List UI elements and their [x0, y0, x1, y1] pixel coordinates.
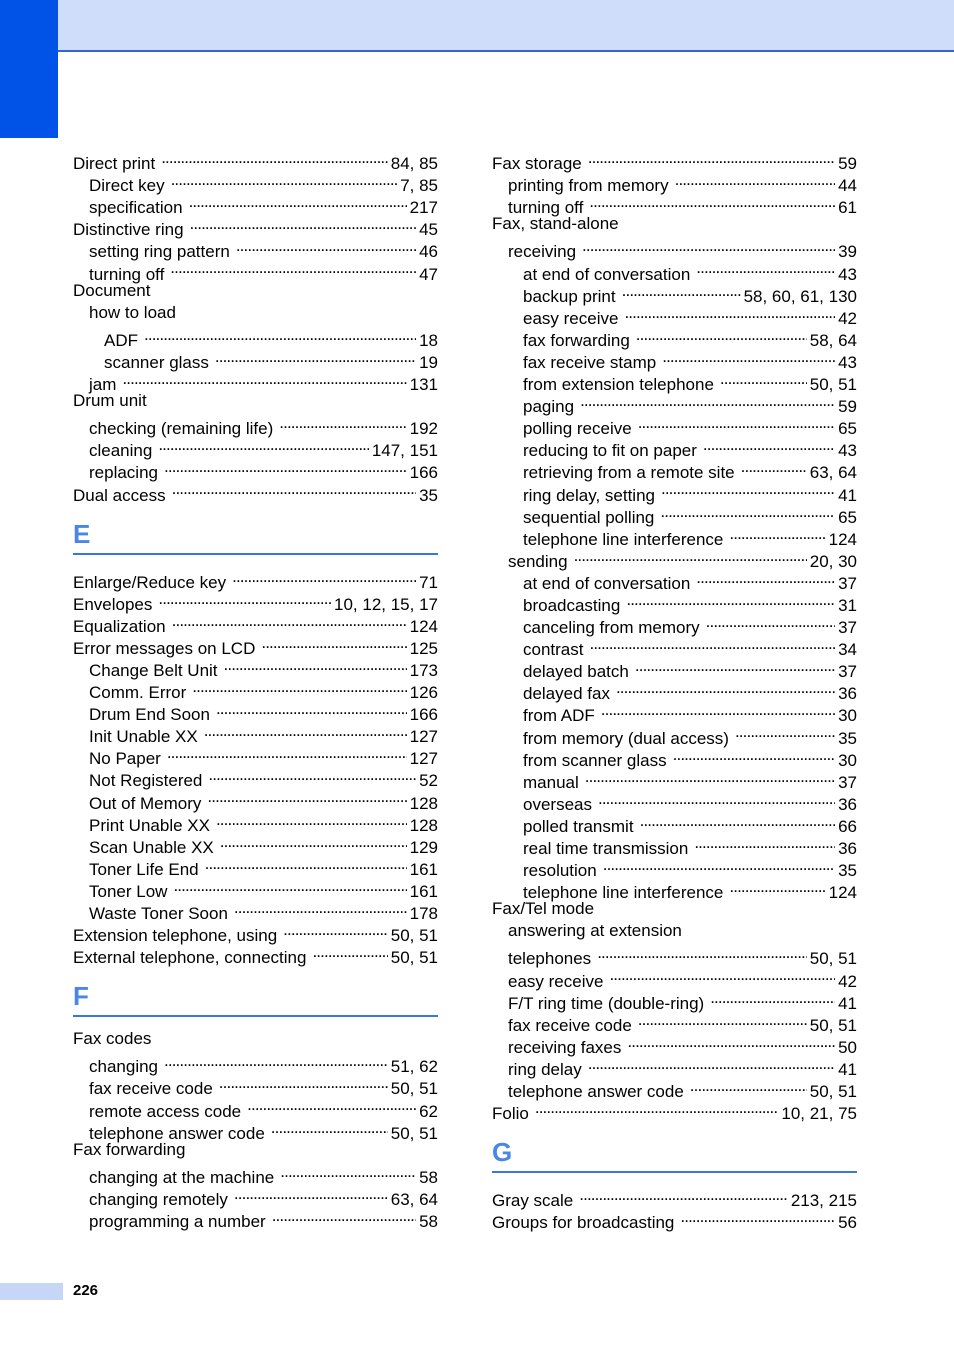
page-reference[interactable]: 30 — [838, 706, 857, 726]
page-reference[interactable]: 84, 85 — [390, 154, 438, 174]
dot-leader — [660, 501, 835, 523]
page-reference[interactable]: 59 — [838, 397, 857, 417]
index-term: telephones — [508, 949, 592, 969]
page-reference[interactable]: 58 — [419, 1167, 438, 1187]
dot-leader — [204, 720, 407, 742]
dot-leader — [638, 1009, 807, 1031]
dot-leader — [219, 1072, 388, 1094]
page-reference[interactable]: 51, 62 — [390, 1057, 438, 1077]
chapter-tab — [0, 0, 58, 138]
dot-leader — [603, 854, 835, 876]
dot-leader — [158, 434, 368, 456]
page-reference[interactable]: 58, 64 — [809, 330, 857, 350]
dot-leader — [579, 1184, 788, 1206]
dot-leader — [673, 744, 835, 766]
dot-leader — [580, 390, 835, 412]
page-reference[interactable]: 126 — [409, 683, 438, 703]
index-term: Init Unable XX — [89, 727, 198, 747]
page-number: 226 — [73, 1282, 99, 1299]
page-reference[interactable]: 18 — [419, 330, 438, 350]
page-reference[interactable]: 42 — [838, 971, 857, 991]
dot-leader — [627, 1031, 835, 1053]
page-reference[interactable]: 10, 12, 15, 17 — [334, 594, 438, 614]
index-term: Out of Memory — [89, 793, 202, 813]
dot-leader — [624, 302, 835, 324]
dot-leader — [598, 788, 835, 810]
index-term: External telephone, connecting — [73, 948, 307, 968]
page-reference[interactable]: 50, 51 — [390, 1079, 438, 1099]
page-reference[interactable]: 50, 51 — [390, 948, 438, 968]
page-reference[interactable]: 36 — [838, 839, 857, 858]
page-reference[interactable]: 10, 21, 75 — [781, 1104, 857, 1124]
dot-leader — [640, 810, 836, 832]
index-entry — [73, 324, 438, 350]
index-term: overseas — [523, 794, 592, 814]
dot-leader — [585, 766, 835, 788]
dot-leader — [588, 1053, 835, 1075]
page-reference[interactable]: 178 — [409, 904, 438, 923]
section-header — [492, 1131, 857, 1173]
index-entry — [492, 213, 857, 235]
page-reference[interactable]: 59 — [838, 154, 857, 174]
index-term: at end of conversation — [523, 264, 691, 284]
index-entry — [73, 1161, 438, 1187]
page-reference[interactable]: 58, 60, 61, 130 — [743, 286, 857, 306]
dot-leader — [720, 368, 807, 390]
index-term: canceling from memory — [523, 618, 700, 638]
index-term: Groups for broadcasting — [492, 1213, 675, 1233]
index-term: fax forwarding — [523, 330, 630, 350]
index-term: ADF — [104, 330, 138, 350]
page-reference[interactable]: 173 — [409, 660, 438, 680]
index-entry — [73, 280, 438, 302]
dot-leader — [167, 742, 407, 764]
index-term: Distinctive ring — [73, 220, 184, 240]
dot-leader — [234, 897, 407, 919]
page-reference[interactable]: 36 — [838, 794, 857, 814]
page-reference[interactable]: 62 — [419, 1101, 438, 1121]
index-term: easy receive — [508, 971, 604, 991]
page-reference[interactable]: 46 — [419, 242, 438, 262]
page-reference[interactable]: 50 — [838, 1037, 857, 1057]
dot-leader — [164, 456, 407, 478]
index-term: telephone line interference — [523, 529, 724, 549]
page-reference[interactable]: 45 — [419, 220, 438, 240]
dot-leader — [158, 588, 331, 610]
dot-leader — [616, 677, 835, 699]
page-reference[interactable]: 66 — [838, 816, 857, 836]
index-term: Error messages on LCD — [73, 638, 256, 658]
page-reference[interactable]: 217 — [409, 198, 438, 218]
dot-leader — [236, 235, 416, 257]
index-term: telephone answer code — [508, 1082, 684, 1102]
dot-leader — [597, 942, 807, 964]
page-reference[interactable]: 35 — [838, 861, 857, 881]
index-term: fax receive code — [89, 1079, 213, 1099]
index-term: turning off — [89, 264, 165, 284]
dot-leader — [582, 235, 835, 257]
index-term: polled transmit — [523, 816, 634, 836]
page-reference[interactable]: 128 — [409, 815, 438, 835]
dot-leader — [207, 786, 406, 808]
index-entry — [73, 1050, 438, 1077]
dot-leader — [172, 610, 407, 632]
page-reference[interactable]: 41 — [838, 1059, 857, 1079]
page-reference[interactable]: 127 — [409, 727, 438, 747]
index-term: Fax, stand-alone — [492, 214, 619, 234]
index-term: fax receive code — [508, 1015, 632, 1035]
page-reference[interactable]: 127 — [409, 749, 438, 769]
dot-leader — [271, 1117, 388, 1139]
page-reference[interactable]: 65 — [838, 419, 857, 439]
index-entry — [492, 920, 857, 942]
dot-leader — [171, 169, 398, 191]
index-term: polling receive — [523, 419, 632, 439]
page-reference[interactable]: 30 — [838, 750, 857, 770]
index-term: Enlarge/Reduce key — [73, 572, 227, 592]
page-reference[interactable]: 124 — [409, 616, 438, 636]
section-header — [73, 975, 438, 1017]
page-reference[interactable]: 61 — [838, 198, 857, 218]
dot-leader — [729, 523, 825, 545]
index-term: Toner Life End — [89, 859, 199, 879]
dot-leader — [280, 1161, 416, 1183]
page-reference[interactable]: 131 — [409, 375, 438, 395]
index-term: Not Registered — [89, 771, 203, 791]
page-reference[interactable]: 34 — [838, 640, 857, 660]
index-column-right — [492, 147, 857, 1233]
page-reference[interactable]: 44 — [838, 176, 857, 196]
dot-leader — [161, 147, 388, 169]
index-term: Scan Unable XX — [89, 837, 214, 857]
index-entry — [73, 147, 438, 174]
index-term: at end of conversation — [523, 573, 691, 593]
dot-leader — [694, 832, 835, 854]
index-term: specification — [89, 198, 183, 218]
dot-leader — [190, 213, 417, 235]
index-term: Folio — [492, 1104, 529, 1124]
index-term: Equalization — [73, 616, 166, 636]
dot-leader — [635, 655, 835, 677]
index-term: how to load — [89, 302, 176, 322]
page-reference[interactable]: 43 — [838, 352, 857, 372]
index-term: fax receive stamp — [523, 352, 657, 372]
index-term: Fax codes — [73, 1029, 152, 1049]
dot-leader — [626, 589, 835, 611]
dot-leader — [220, 831, 407, 853]
dot-leader — [589, 191, 835, 213]
index-entry — [73, 412, 438, 439]
dot-leader — [661, 478, 835, 500]
dot-leader — [601, 699, 835, 721]
dot-leader — [696, 567, 835, 589]
index-term: replacing — [89, 463, 158, 483]
index-term: printing from memory — [508, 176, 669, 196]
index-term: programming a number — [89, 1212, 266, 1232]
index-term: easy receive — [523, 308, 619, 328]
index-entry — [73, 1028, 438, 1050]
index-term: changing — [89, 1057, 159, 1077]
index-term: Fax forwarding — [73, 1139, 186, 1159]
index-term: Direct print — [73, 154, 156, 174]
index-term: No Paper — [89, 749, 161, 769]
dot-leader — [122, 368, 406, 390]
dot-leader — [609, 964, 835, 986]
page-reference[interactable]: 19 — [419, 352, 438, 372]
index-term: answering at extension — [508, 921, 682, 941]
index-term: Dual access — [73, 485, 166, 505]
page-reference[interactable]: 52 — [419, 771, 438, 791]
dot-leader — [662, 346, 835, 368]
index-entry — [492, 1097, 857, 1124]
dot-leader — [232, 566, 416, 588]
page-reference[interactable]: 147, 151 — [371, 441, 438, 461]
page-reference[interactable]: 31 — [838, 595, 857, 615]
index-term: sequential polling — [523, 507, 655, 527]
index-term: ring delay — [508, 1059, 582, 1079]
dot-leader — [589, 633, 835, 655]
dot-leader — [234, 1183, 388, 1205]
dot-leader — [735, 721, 835, 743]
index-term: telephone answer code — [89, 1123, 265, 1143]
index-term: remote access code — [89, 1101, 242, 1121]
dot-leader — [272, 1205, 416, 1227]
page-reference[interactable]: 50, 51 — [809, 1082, 857, 1102]
dot-leader — [261, 632, 406, 654]
index-entry — [73, 390, 438, 412]
dot-leader — [696, 257, 835, 279]
page-reference[interactable]: 50, 51 — [809, 375, 857, 395]
index-entry — [492, 235, 857, 262]
index-term: Drum End Soon — [89, 705, 210, 725]
dot-leader — [675, 169, 835, 191]
index-term: Waste Toner Soon — [89, 904, 228, 923]
page-reference[interactable]: 124 — [828, 529, 857, 549]
page-reference[interactable]: 166 — [409, 705, 438, 725]
page-reference[interactable]: 63, 64 — [809, 463, 857, 483]
index-term: F/T ring time (double-ring) — [508, 993, 705, 1013]
index-entry — [492, 942, 857, 969]
page-reference[interactable]: 35 — [419, 485, 438, 505]
index-term: Comm. Error — [89, 683, 187, 703]
index-term: sending — [508, 551, 568, 571]
page-reference[interactable]: 192 — [409, 419, 438, 439]
index-term: Toner Low — [89, 881, 168, 901]
page-reference[interactable]: 56 — [838, 1213, 857, 1233]
index-term: manual — [523, 772, 579, 792]
dot-leader — [247, 1094, 416, 1116]
index-entry — [73, 368, 438, 395]
dot-leader — [224, 654, 407, 676]
index-term: Fax storage — [492, 154, 582, 174]
dot-leader — [312, 941, 387, 963]
page-reference[interactable]: 161 — [409, 881, 438, 901]
index-term: telephone line interference — [523, 883, 724, 903]
index-term: contrast — [523, 640, 584, 660]
index-term: backup print — [523, 286, 616, 306]
page-reference[interactable]: 20, 30 — [809, 551, 857, 571]
page-reference[interactable]: 58 — [419, 1212, 438, 1232]
section-header — [73, 513, 438, 555]
dot-leader — [636, 324, 807, 346]
index-term: changing at the machine — [89, 1167, 275, 1187]
section-letter: F — [73, 981, 89, 1012]
page-reference[interactable]: 71 — [419, 572, 438, 592]
index-term: turning off — [508, 198, 584, 218]
index-term: ring delay, setting — [523, 485, 655, 505]
footer-tab — [0, 1283, 63, 1300]
dot-leader — [279, 412, 406, 434]
index-term: Gray scale — [492, 1191, 574, 1211]
page-reference[interactable]: 161 — [409, 859, 438, 879]
dot-leader — [622, 280, 741, 302]
page-reference[interactable]: 43 — [838, 264, 857, 284]
index-entry — [492, 147, 857, 174]
page-reference[interactable]: 65 — [838, 507, 857, 527]
page-reference[interactable]: 129 — [409, 837, 438, 857]
dot-leader — [172, 478, 416, 500]
dot-leader — [205, 853, 407, 875]
index-term: cleaning — [89, 441, 153, 461]
page-reference[interactable]: 42 — [838, 308, 857, 328]
index-column-left — [73, 147, 438, 1232]
dot-leader — [283, 919, 388, 941]
index-term: Fax/Tel mode — [492, 899, 595, 919]
index-entry — [492, 1184, 857, 1211]
page-reference[interactable]: 125 — [409, 638, 438, 658]
header-band — [0, 0, 954, 52]
dot-leader — [144, 324, 416, 346]
dot-leader — [706, 611, 835, 633]
page-reference[interactable]: 213, 215 — [790, 1191, 857, 1211]
index-term: from memory (dual access) — [523, 728, 729, 748]
page-reference[interactable]: 39 — [838, 242, 857, 262]
index-entry — [73, 566, 438, 592]
index-term: resolution — [523, 861, 597, 881]
dot-leader — [535, 1097, 779, 1119]
page-reference[interactable]: 50, 51 — [809, 949, 857, 969]
index-term: broadcasting — [523, 595, 621, 615]
dot-leader — [680, 1206, 835, 1228]
index-term: scanner glass — [104, 352, 209, 372]
index-term: Direct key — [89, 176, 165, 196]
dot-leader — [216, 809, 407, 831]
index-term: delayed fax — [523, 684, 610, 704]
page-reference[interactable]: 47 — [419, 264, 438, 284]
page-reference[interactable]: 7, 85 — [400, 176, 438, 196]
index-term: checking (remaining life) — [89, 419, 274, 439]
dot-leader — [710, 987, 835, 1009]
dot-leader — [690, 1075, 807, 1097]
section-letter: E — [73, 518, 91, 549]
page-reference[interactable]: 36 — [838, 684, 857, 704]
dot-leader — [638, 412, 835, 434]
dot-leader — [170, 257, 416, 279]
dot-leader — [741, 456, 807, 478]
index-term: real time transmission — [523, 839, 689, 858]
index-term: Extension telephone, using — [73, 926, 278, 946]
index-term: delayed batch — [523, 662, 629, 682]
dot-leader — [215, 346, 416, 368]
index-term: Print Unable XX — [89, 815, 210, 835]
dot-leader — [216, 698, 407, 720]
index-term: Document — [73, 280, 151, 300]
page-reference[interactable]: 41 — [838, 993, 857, 1013]
index-term: setting ring pattern — [89, 242, 230, 262]
page-reference[interactable]: 41 — [838, 485, 857, 505]
page-reference[interactable]: 124 — [828, 883, 857, 903]
page-reference[interactable]: 63, 64 — [390, 1189, 438, 1209]
section-letter: G — [492, 1137, 513, 1168]
page-reference[interactable]: 43 — [838, 441, 857, 461]
dot-leader — [173, 875, 406, 897]
page-reference[interactable]: 37 — [838, 772, 857, 792]
page-reference[interactable]: 37 — [838, 662, 857, 682]
page-reference[interactable]: 50, 51 — [390, 926, 438, 946]
index-term: from scanner glass — [523, 750, 667, 770]
index-term: retrieving from a remote site — [523, 463, 735, 483]
dot-leader — [588, 147, 835, 169]
page-reference[interactable]: 35 — [838, 728, 857, 748]
index-term: paging — [523, 397, 575, 417]
index-term: from ADF — [523, 706, 595, 726]
dot-leader — [208, 764, 416, 786]
index-term: reducing to fit on paper — [523, 441, 697, 461]
page-reference[interactable]: 166 — [409, 463, 438, 483]
page-reference[interactable]: 37 — [838, 618, 857, 638]
index-term: Drum unit — [73, 391, 147, 411]
page-reference[interactable]: 50, 51 — [390, 1123, 438, 1143]
page-reference[interactable]: 128 — [409, 793, 438, 813]
dot-leader — [703, 434, 835, 456]
index-term: receiving — [508, 242, 577, 262]
dot-leader — [729, 876, 825, 898]
dot-leader — [192, 676, 406, 698]
index-term: Change Belt Unit — [89, 660, 218, 680]
index-term: Envelopes — [73, 594, 153, 614]
index-entry — [73, 302, 438, 324]
page-reference[interactable]: 37 — [838, 573, 857, 593]
index-term: from extension telephone — [523, 375, 714, 395]
page-reference[interactable]: 50, 51 — [809, 1015, 857, 1035]
dot-leader — [164, 1050, 388, 1072]
index-term: changing remotely — [89, 1189, 228, 1209]
dot-leader — [574, 545, 807, 567]
index-term: receiving faxes — [508, 1037, 622, 1057]
index-term: jam — [89, 375, 117, 395]
dot-leader — [189, 191, 407, 213]
